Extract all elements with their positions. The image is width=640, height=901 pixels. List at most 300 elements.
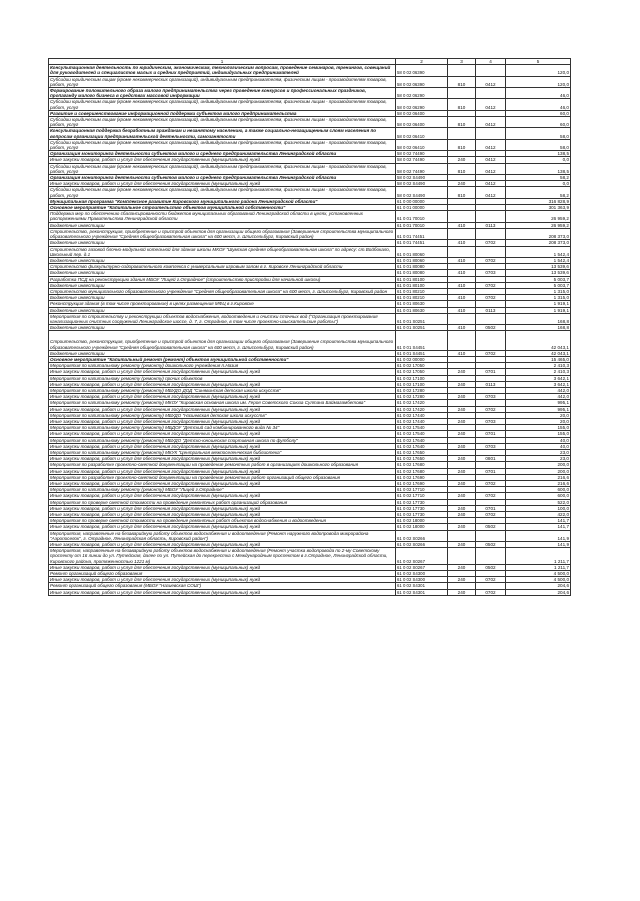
row-target-code: 61 0 02 17730 [396,499,448,505]
row-expense-type [448,211,476,222]
row-target-code: 61 0 01 00000 [396,205,448,211]
row-section: 0702 [476,282,506,288]
row-description: Иные закупки товаров, работ и услуг для обеспечения государственных (муниципальных) нужд [49,564,396,570]
row-description: Бюджетные инвестиции [49,350,396,356]
row-description: Иные закупки товаров, работ и услуг для обеспечения государственных (муниципальных) нужд [49,369,396,375]
row-section: 0412 [476,139,506,150]
table-row [49,331,571,350]
row-sum: 46,0 [506,88,571,99]
row-sum: 600,0 [506,487,571,493]
row-expense-type: 240 [448,512,476,518]
row-description: Ремонт организаций общего образования (МБОУ "Назиевская СОШ") [49,583,396,589]
row-target-code: 58 0 02 06390 [396,65,448,76]
row-description: Строительство, реконструкция, приобретение и пристрой объектов для организации общего образования (Завершение строительства муниципального образовательного учреждения "Средняя общеобразовательная школа" на 600 мест, г. Шлиссельбург, Кировский район) [49,228,396,239]
row-section: 0113 [476,307,506,313]
row-target-code: 58 0 02 06410 [396,128,448,139]
row-description: Субсидии юридическим лицам (кроме некоммерческих организаций), индивидуальным предпринимателям, физическим лицам - производителям товаров, работ, услуг [49,163,396,174]
row-target-code: 61 0 02 S0267 [396,548,448,565]
row-section: 0701 [476,505,506,511]
row-sum: 15 465,0 [506,356,571,362]
row-target-code: 58 0 02 06410 [396,139,448,150]
row-expense-type: 410 [448,325,476,331]
row-target-code: 61 0 01 80080 [396,264,448,270]
row-expense-type: 240 [448,406,476,412]
row-expense-type [448,530,476,541]
row-target-code: 61 0 02 S0267 [396,564,448,570]
row-target-code: 61 0 01 80100 [396,276,448,282]
row-sum: 995,1 [506,400,571,406]
row-sum: 141,9 [506,530,571,541]
row-sum: 0,0 [506,181,571,187]
row-target-code: 58 0 02 74490 [396,163,448,174]
row-sum: 20,0 [506,412,571,418]
row-sum: 141,7 [506,524,571,530]
row-description: Основное мероприятие "Капитальное строительство объектов муниципальной собственности" [49,205,396,211]
row-section: 0702 [476,577,506,583]
row-sum: 1 919,1 [506,307,571,313]
row-description: Мероприятия по капитальному ремонту (ремонту) МКУК "Центральная межпоселенческая библиотека" [49,450,396,456]
row-section: 0702 [476,350,506,356]
row-section: 0801 [476,456,506,462]
row-description: Мероприятия по проверке сметной стоимости на проведение ремонтных работ объектов водоснабжения и водоотведения [49,518,396,524]
row-description: Иные закупки товаров, работ и услуг для обеспечения государственных (муниципальных) нужд [49,481,396,487]
table-row [49,187,571,198]
row-description: Бюджетные инвестиции [49,257,396,263]
row-description: Основное мероприятие "Капитальный ремонт (ремонт) объектов муниципальной собственности" [49,356,396,362]
row-sum: 301 363,9 [506,205,571,211]
row-section: 0703 [476,394,506,400]
row-section: 0702 [476,481,506,487]
row-expense-type: 240 [448,181,476,187]
row-sum: 138,5 [506,151,571,157]
row-target-code: 58 0 02 74490 [396,157,448,163]
row-sum: 58,2 [506,187,571,198]
row-expense-type: 810 [448,76,476,87]
row-expense-type: 810 [448,187,476,198]
row-section [476,228,506,239]
row-target-code: 61 0 01 80100 [396,282,448,288]
row-expense-type: 410 [448,240,476,246]
row-description: Иные закупки товаров, работ и услуг для обеспечения государственных (муниципальных) нужд [49,512,396,518]
row-section: 0412 [476,117,506,128]
row-target-code: 61 0 01 74451 [396,228,448,239]
row-sum: 1 315,0 [506,288,571,294]
row-sum: 1 542,4 [506,257,571,263]
row-sum: 4 500,0 [506,571,571,577]
row-target-code: 61 0 02 S4301 [396,583,448,589]
table-row [49,128,571,139]
row-expense-type: 410 [448,307,476,313]
table-row [49,530,571,541]
row-expense-type: 240 [448,394,476,400]
table-body [49,65,571,596]
row-expense-type [448,313,476,324]
row-sum: 42 043,1 [506,350,571,356]
row-section: 0701 [476,431,506,437]
row-description: Мероприятия по разработке проектно-сметной документации на проведение ремонтных работ в организациях дошкольного образования [49,462,396,468]
row-description: Мероприятия по строительству и реконструкции объектов водоснабжения, водоотведения и очистки сточных вод ("Организация проектирования канализационных очистных сооружений Ленинградское шоссе, д. 7, г. Отрадное, в том числе проектно-изыскательские работы") [49,313,396,324]
row-sum: 58,2 [506,175,571,181]
row-sum: 600,0 [506,493,571,499]
row-sum: 141,9 [506,542,571,548]
row-expense-type: 240 [448,381,476,387]
row-target-code: 61 0 02 S4300 [396,577,448,583]
row-expense-type [448,246,476,257]
row-expense-type: 240 [448,481,476,487]
row-description: Субсидии юридическим лицам (кроме некоммерческих организаций), индивидуальным предпринимателям, физическим лицам - производителям товаров, работ, услуг [49,187,396,198]
row-description: Бюджетные инвестиции [49,295,396,301]
row-description: Бюджетные инвестиции [49,307,396,313]
row-section: 0412 [476,157,506,163]
header-cell: 1 [49,59,396,65]
row-sum: 13 539,6 [506,264,571,270]
row-description: Бюджетные инвестиции [49,222,396,228]
row-sum: 200,0 [506,462,571,468]
row-target-code: 61 0 02 17640 [396,437,448,443]
table-row [49,76,571,87]
row-sum: 20,0 [506,418,571,424]
row-section [476,128,506,139]
row-expense-type: 240 [448,369,476,375]
row-sum: 141,7 [506,518,571,524]
row-expense-type: 410 [448,257,476,263]
row-sum: 155,0 [506,431,571,437]
table-row [49,163,571,174]
row-description: Мероприятия, направленные на безаварийную работу объектов водоснабжения и водоотведения (Ремонт наружного водопровода микрорайона "Аэропоселок", г. Отрадное, Ленинградская область, Кировский район") [49,530,396,541]
row-description: Мероприятия по капитальному ремонту (ремонту) МБУДО "Назиевская детская школа искусств" [49,412,396,418]
row-sum: 995,1 [506,406,571,412]
row-sum: 2 410,3 [506,363,571,369]
row-expense-type: 240 [448,493,476,499]
row-section [476,65,506,76]
row-section: 0113 [476,222,506,228]
table-row [49,548,571,565]
row-section [476,88,506,99]
row-expense-type: 240 [448,589,476,595]
row-section: 0412 [476,181,506,187]
row-description: Бюджетные инвестиции [49,270,396,276]
row-section: 0701 [476,468,506,474]
row-target-code: 61 0 02 17680 [396,462,448,468]
row-section: 0702 [476,493,506,499]
row-target-code: 61 0 01 80210 [396,295,448,301]
table-row [49,139,571,150]
row-description: Мероприятия по капитальному ремонту (ремонту) дошкольного учреждения п.Назия [49,363,396,369]
table-row [49,589,571,595]
row-target-code: 61 0 01 80060 [396,257,448,263]
row-description: Иные закупки товаров, работ и услуг для обеспечения государственных (муниципальных) нужд [49,394,396,400]
row-target-code: 61 0 02 00000 [396,356,448,362]
row-description: Бюджетные инвестиции [49,325,396,331]
row-description: Иные закупки товаров, работ и услуг для обеспечения государственных (муниципальных) нужд [49,456,396,462]
row-target-code: 61 0 01 S4451 [396,331,448,350]
row-expense-type: 240 [448,564,476,570]
row-target-code: 61 0 02 S0266 [396,530,448,541]
row-target-code: 61 0 02 17680 [396,468,448,474]
row-target-code: 58 0 02 S4490 [396,187,448,198]
row-expense-type [448,128,476,139]
row-sum: 13 539,6 [506,270,571,276]
row-description: Иные закупки товаров, работ и услуг для обеспечения государственных (муниципальных) нужд [49,443,396,449]
row-target-code: 61 0 02 17710 [396,493,448,499]
row-description: Мероприятия по капитальному ремонту (ремонту) прочих объектов [49,375,396,381]
row-section: 0702 [476,589,506,595]
row-target-code: 61 0 02 18000 [396,524,448,530]
row-sum: 442,0 [506,394,571,400]
row-description: Субсидии юридическим лицам (кроме некоммерческих организаций), индивидуальным предпринимателям, физическим лицам - производителям товаров, работ, услуг [49,99,396,110]
row-description: Строительство, реконструкция, приобретение и пристрой объектов для организации общего образования (Завершение строительства муниципального образовательного учреждения "Средняя общеобразовательная школа" на 600 мест, г. Шлиссельбург, Кировский район) [49,331,396,350]
row-target-code: 61 0 01 80080 [396,270,448,276]
row-description: Иные закупки товаров, работ и услуг для обеспечения государственных (муниципальных) нужд [49,524,396,530]
row-sum: 1 919,1 [506,301,571,307]
row-expense-type: 410 [448,270,476,276]
row-description: Субсидии юридическим лицам (кроме некоммерческих организаций), индивидуальным предпринимателям, физическим лицам - производителям товаров, работ, услуг [49,117,396,128]
row-description: Бюджетные инвестиции [49,240,396,246]
row-target-code: 61 0 02 17050 [396,363,448,369]
row-target-code: 61 0 00 00000 [396,198,448,204]
row-sum: 216,6 [506,481,571,487]
row-description: Разработка ПСД на реконструкцию здания МБОУ "Лицей г.Отрадное" (строительство пристройки для начальной школы) [49,276,396,282]
row-section: 0702 [476,406,506,412]
row-target-code: 58 0 02 S4490 [396,181,448,187]
row-target-code: 61 0 01 70010 [396,222,448,228]
row-description: Иные закупки товаров, работ и услуг для обеспечения государственных (муниципальных) нужд [49,505,396,511]
row-description: Иные закупки товаров, работ и услуг для обеспечения государственных (муниципальных) нужд [49,589,396,595]
row-expense-type: 410 [448,282,476,288]
row-description: Субсидии юридическим лицам (кроме некоммерческих организаций), индивидуальным предпринимателям, физическим лицам - производителям товаров, работ, услуг [49,76,396,87]
row-description: Мероприятия по разработке проектно-сметной документации на проведение ремонтных работ организаций общего образования [49,474,396,480]
row-description: Мероприятия по капитальному ремонту (ремонту) МКОУ "Кировская основная школа им. Героя Советского Союза Султана Баймагамбетова" [49,400,396,406]
row-sum: 208 373,0 [506,240,571,246]
row-sum: 208 373,0 [506,228,571,239]
row-sum: 138,5 [506,163,571,174]
row-target-code: 61 0 01 70010 [396,211,448,222]
row-target-code: 61 0 02 17420 [396,400,448,406]
row-description: Муниципальная программа "Комплексное развитие Кировского муниципального района Ленинградской области" [49,198,396,204]
row-sum: 5 003,7 [506,276,571,282]
row-target-code: 61 0 02 17100 [396,381,448,387]
row-sum: 120,0 [506,76,571,87]
row-sum: 422,0 [506,512,571,518]
row-description: Строительство газовой блочно-модульной котельной для здания школы МКОУ "Шумская средняя общеобразовательная школа" по адресу: ст.Войбокало, Школьный пер. д.1 [49,246,396,257]
row-sum: 168,8 [506,313,571,324]
row-section: 0702 [476,512,506,518]
row-description: Реконструкция здания (в том числе проектирование) в целях размещения МФЦ в г.Кировске [49,301,396,307]
table-row [49,117,571,128]
row-section: 0412 [476,163,506,174]
row-target-code: 61 0 01 80210 [396,288,448,294]
row-sum: 1 542,4 [506,246,571,257]
table-row [49,99,571,110]
row-sum: 40,0 [506,437,571,443]
row-sum: 216,6 [506,474,571,480]
row-description: Иные закупки товаров, работ и услуг для обеспечения государственных (муниципальных) нужд [49,493,396,499]
row-sum: 204,6 [506,583,571,589]
row-section: 0502 [476,542,506,548]
budget-table [48,58,571,596]
row-sum: 3 642,1 [506,381,571,387]
row-description: Поддержка мер по обеспечению сбалансированности бюджетов муниципальных образований Ленинградской области в целях, установленных распоряжениями Правительства Ленинградской области [49,211,396,222]
row-expense-type [448,88,476,99]
row-sum: 120,0 [506,65,571,76]
row-description: Иные закупки товаров, работ и услуг для обеспечения государственных (муниципальных) нужд [49,577,396,583]
row-description: Организация мониторинга деятельности субъектов малого и среднего предпринимательства Ленинградской области [49,175,396,181]
row-description: Мероприятия по проверке сметной стоимости на проведение ремонтных работ организаций образования [49,499,396,505]
row-target-code: 58 0 02 06400 [396,117,448,128]
row-target-code: 61 0 02 17650 [396,456,448,462]
row-target-code: 61 0 02 17730 [396,512,448,518]
row-target-code: 61 0 02 17440 [396,412,448,418]
row-section: 0701 [476,369,506,375]
row-target-code: 58 0 02 06390 [396,76,448,87]
row-target-code: 61 0 01 74451 [396,240,448,246]
row-description: Консультационная деятельность по юридическим, экономическим, технологическим вопросам, проведение семинаров, тренингов, совещаний для руководителей и специалистов малых и средних предприятий, индивидуальных предпринимателей [49,65,396,76]
row-description: Мероприятия по капитальному ремонту (ремонту) МБУДО ДОД "Синявинская детская школа искусств" [49,387,396,393]
table-row [49,313,571,324]
row-target-code: 61 0 02 17710 [396,487,448,493]
row-expense-type: 240 [448,418,476,424]
row-description: Иные закупки товаров, работ и услуг для обеспечения государственных (муниципальных) нужд [49,406,396,412]
row-description: Ремонт организаций общего образования [49,571,396,577]
row-description: Организация мониторинга деятельности субъектов малого и среднего предпринимательства Ленинградской области [49,151,396,157]
row-section [476,548,506,565]
row-target-code: 61 0 02 17440 [396,418,448,424]
table-row [49,228,571,239]
row-description: Формирование положительного образа малого предпринимательства через проведение конкурсов и профессиональных праздников, пропаганду малого бизнеса в средствах массовой информации [49,88,396,99]
row-section [476,211,506,222]
row-expense-type: 410 [448,350,476,356]
row-target-code: 61 0 02 17280 [396,387,448,393]
row-sum: 58,0 [506,128,571,139]
row-sum: 40,0 [506,443,571,449]
header-cell: 2 [396,59,448,65]
row-target-code: 61 0 02 17540 [396,425,448,431]
row-section: 0703 [476,418,506,424]
row-target-code: 58 0 02 06290 [396,88,448,99]
row-sum: 2 410,3 [506,369,571,375]
row-description: Консультационная поддержка безработным гражданам и незанятому населению, а также социально-незащищенным слоям населения по вопросам организации предпринимательской деятельности, самозанятости [49,128,396,139]
row-description: Иные закупки товаров, работ и услуг для обеспечения государственных (муниципальных) нужд [49,468,396,474]
row-expense-type: 810 [448,163,476,174]
table-row [49,65,571,76]
row-sum: 1 211,7 [506,564,571,570]
header-cell: 3 [448,59,476,65]
row-expense-type: 240 [448,468,476,474]
row-target-code: 61 0 02 17730 [396,505,448,511]
row-description: Мероприятия, направленные на безаварийную работу объектов водоснабжения и водоотведения (Ремонт участка водопровода по 2-му Советскому проспекту от 16 линии до ул. Путейская, далее по ул. Путейская до перекрестка с Международным проспектом в г.Отрадное, Ленинградской области, Кировского района, протяженностью 1221 м) [49,548,396,565]
row-description: Иные закупки товаров, работ и услуг для обеспечения государственных (муниципальных) нужд [49,542,396,548]
row-description: Мероприятия по капитальному ремонту (ремонту) МБОУ "Лицей г.Отрадное" [49,487,396,493]
table-row [49,211,571,222]
row-expense-type: 240 [448,577,476,583]
table-row [49,88,571,99]
row-sum: 1 315,0 [506,295,571,301]
row-sum: 0,0 [506,157,571,163]
table-row [49,246,571,257]
row-description: Мероприятия по капитальному ремонту (ремонту) МБДОУ "Детский сад комбинированного вида № 34" [49,425,396,431]
row-section: 0703 [476,443,506,449]
budget-sheet [48,58,570,596]
row-target-code: 58 0 02 S4490 [396,175,448,181]
row-section: 0412 [476,187,506,198]
row-description: Бюджетные инвестиции [49,282,396,288]
row-section: 0502 [476,325,506,331]
row-section: 0412 [476,76,506,87]
row-sum: 26 959,2 [506,211,571,222]
row-section: 0502 [476,524,506,530]
row-target-code: 61 0 02 S4301 [396,589,448,595]
row-sum: 4 500,0 [506,577,571,583]
row-section: 0703 [476,270,506,276]
row-target-code: 61 0 02 17650 [396,450,448,456]
row-section: 0502 [476,564,506,570]
row-target-code: 61 0 01 80630 [396,301,448,307]
row-description: Иные закупки товаров, работ и услуг для обеспечения государственных (муниципальных) нужд [49,431,396,437]
row-target-code: 61 0 02 17640 [396,443,448,449]
header-cell: 5 [506,59,571,65]
row-description: Строительство физкультурно-оздоровительного комплекса с универсальным игровым залом в г. Кировске Ленинградской области [49,264,396,270]
row-description: Мероприятия по капитальному ремонту (ремонту) МБУДО "Детско-юношеская спортивная школа по футболу" [49,437,396,443]
row-expense-type: 810 [448,117,476,128]
row-section: 0702 [476,240,506,246]
row-target-code: 61 0 02 18000 [396,518,448,524]
header-cell: 4 [476,59,506,65]
row-sum: 522,0 [506,499,571,505]
row-target-code: 61 0 02 17540 [396,431,448,437]
row-expense-type: 410 [448,295,476,301]
row-target-code: 61 0 02 17050 [396,369,448,375]
row-target-code: 61 0 01 S0251 [396,313,448,324]
row-section [476,246,506,257]
row-section: 0702 [476,295,506,301]
row-sum: 1 211,7 [506,548,571,565]
row-target-code: 61 0 02 17690 [396,481,448,487]
row-target-code: 58 0 02 74490 [396,151,448,157]
row-section: 0412 [476,99,506,110]
row-target-code: 61 0 01 80060 [396,246,448,257]
row-expense-type: 240 [448,157,476,163]
row-description: Иные закупки товаров, работ и услуг для обеспечения государственных (муниципальных) нужд [49,381,396,387]
row-sum: 26 959,2 [506,222,571,228]
row-expense-type [448,331,476,350]
row-sum: 23,0 [506,456,571,462]
row-sum: 442,0 [506,387,571,393]
row-section [476,331,506,350]
row-description: Развитие и совершенствование информационной поддержки субъектов малого предпринимательства [49,110,396,116]
row-section: 0702 [476,257,506,263]
row-expense-type: 240 [448,505,476,511]
row-target-code: 61 0 01 S0251 [396,325,448,331]
row-target-code: 61 0 02 17280 [396,394,448,400]
row-expense-type: 810 [448,139,476,150]
row-expense-type: 410 [448,222,476,228]
row-description: Иные закупки товаров, работ и услуг для обеспечения государственных (муниципальных) нужд [49,157,396,163]
row-sum: 204,6 [506,589,571,595]
row-sum: 23,0 [506,450,571,456]
row-sum: 3 642,1 [506,375,571,381]
row-expense-type [448,65,476,76]
row-sum: 58,0 [506,139,571,150]
row-expense-type: 240 [448,542,476,548]
row-target-code: 61 0 01 S4451 [396,350,448,356]
row-description: Строительство муниципального образовательного учреждения "Средняя общеобразовательная школа" на 600 мест, г. Шлиссельбург, Кировский район [49,288,396,294]
row-expense-type: 240 [448,443,476,449]
row-target-code: 61 0 02 17690 [396,474,448,480]
row-expense-type [448,228,476,239]
row-section [476,530,506,541]
row-section [476,313,506,324]
row-target-code: 58 0 02 06400 [396,110,448,116]
